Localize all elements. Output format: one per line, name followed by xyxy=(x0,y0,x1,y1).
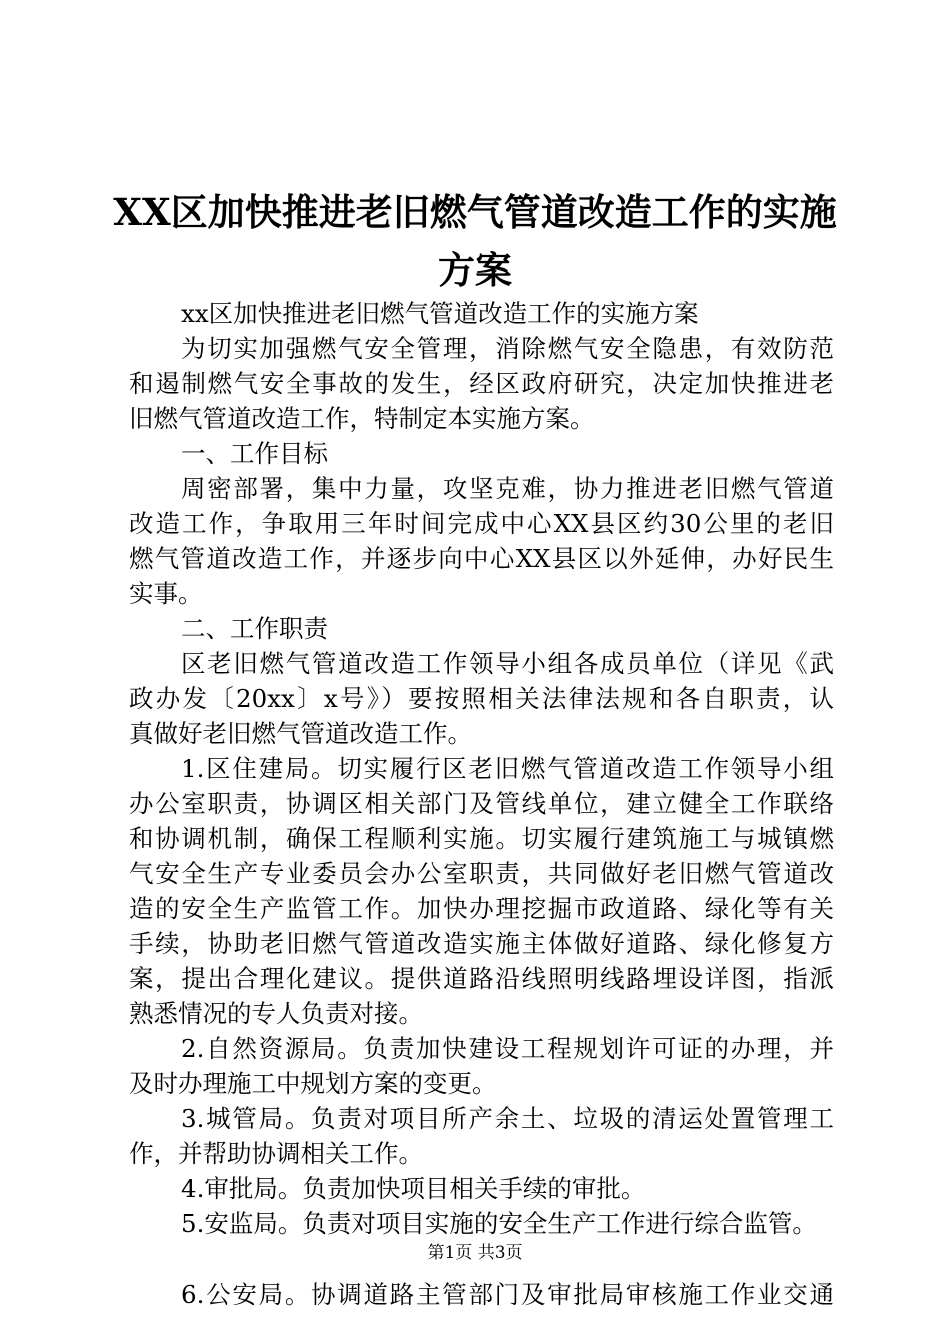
body-text-line: 案，提出合理化建议。提供道路沿线照明线路埋设详图，指派 xyxy=(129,964,834,993)
body-text-line: 5.安监局。负责对项目实施的安全生产工作进行综合监管。 xyxy=(181,1209,817,1238)
body-text-line: 区老旧燃气管道改造工作领导小组各成员单位（详见《武 xyxy=(181,649,834,678)
body-text-line: 二、工作职责 xyxy=(181,614,328,643)
body-text-line: 和遏制燃气安全事故的发生，经区政府研究，决定加快推进老 xyxy=(129,369,834,398)
body-text-line: 一、工作目标 xyxy=(181,439,328,468)
page-footer: 第1页 共3页 xyxy=(427,1243,523,1263)
body-text-line: 造的安全生产监管工作。加快办理挖掘市政道路、绿化等有关 xyxy=(129,894,834,923)
body-text-line: 和协调机制，确保工程顺利实施。切实履行建筑施工与城镇燃 xyxy=(129,824,834,853)
body-text-line: 1.区住建局。切实履行区老旧燃气管道改造工作领导小组 xyxy=(181,754,834,783)
body-text-line: 改造工作，争取用三年时间完成中心XX县区约30公里的老旧 xyxy=(129,509,834,538)
body-text-line: 作，并帮助协调相关工作。 xyxy=(129,1139,423,1168)
body-text-line: 2.自然资源局。负责加快建设工程规划许可证的办理，并 xyxy=(181,1034,834,1063)
body-text-line: 政办发〔20xx〕x号》）要按照相关法律法规和各自职责，认 xyxy=(129,684,834,713)
document-body xyxy=(129,296,834,1312)
body-text-line: 真做好老旧燃气管道改造工作。 xyxy=(129,719,472,748)
body-text-line: 3.城管局。负责对项目所产余土、垃圾的清运处置管理工 xyxy=(181,1104,834,1133)
body-text-line: 为切实加强燃气安全管理，消除燃气安全隐患，有效防范 xyxy=(181,334,834,363)
body-text-line: 手续，协助老旧燃气管道改造实施主体做好道路、绿化修复方 xyxy=(129,929,834,958)
body-text-line: 6.公安局。协调道路主管部门及审批局审核施工作业交通 xyxy=(181,1280,834,1309)
body-text-line: 实事。 xyxy=(129,579,203,608)
body-text-line: 办公室职责，协调区相关部门及管线单位，建立健全工作联络 xyxy=(129,789,834,818)
body-text-line: 周密部署，集中力量，攻坚克难，协力推进老旧燃气管道 xyxy=(181,474,834,503)
body-text-line: xx区加快推进老旧燃气管道改造工作的实施方案 xyxy=(181,299,699,328)
body-text-line: 燃气管道改造工作，并逐步向中心XX县区以外延伸，办好民生 xyxy=(129,544,834,573)
body-text-line: 旧燃气管道改造工作，特制定本实施方案。 xyxy=(129,404,595,433)
body-text-line: 4.审批局。负责加快项目相关手续的审批。 xyxy=(181,1174,646,1203)
document-title-line-1: XX区加快推进老旧燃气管道改造工作的实施 xyxy=(113,190,837,234)
document-title-line-2: 方案 xyxy=(438,248,512,292)
body-text-line: 熟悉情况的专人负责对接。 xyxy=(129,999,423,1028)
body-text-line: 气安全生产专业委员会办公室职责，共同做好老旧燃气管道改 xyxy=(129,859,834,888)
body-text-line: 及时办理施工中规划方案的变更。 xyxy=(129,1069,497,1098)
